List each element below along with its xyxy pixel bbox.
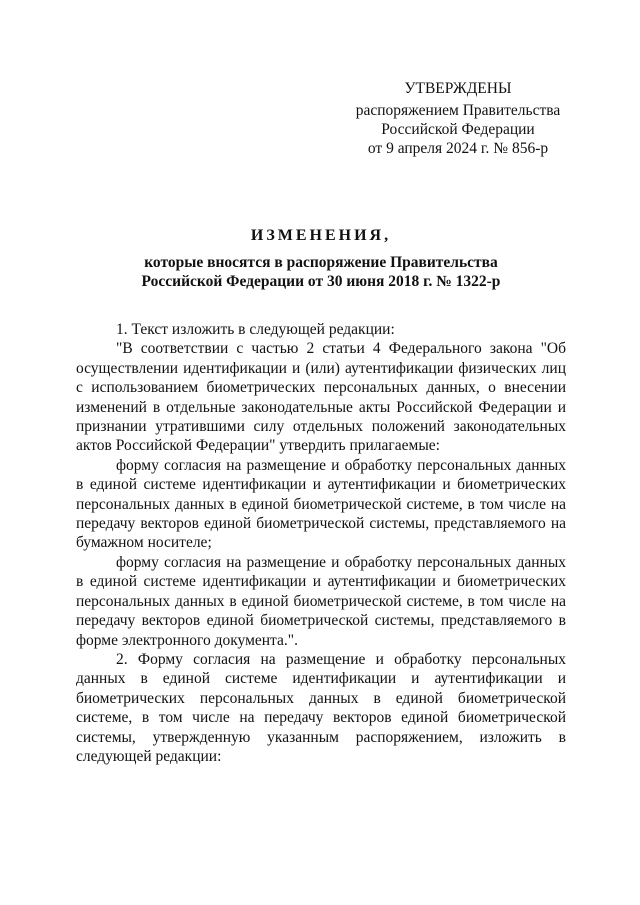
- approval-line-3: от 9 апреля 2024 г. № 856-р: [367, 140, 549, 157]
- title-line-2: Российской Федерации от 30 июня 2018 г. № 1322-р: [141, 273, 501, 290]
- title-main: ИЗМЕНЕНИЯ,: [250, 227, 392, 244]
- paragraph-2: "В соответствии с частью 2 статьи 4 Федерального закона "Об осуществлении идентификации и (или) аутентификации физических лиц с использованием биометрических персональных данных, о внесении изменений в отдельные законодательные акты Российской Федерации и признании утратившими силу отдельных положений законодательных актов Российской Федерации" утвердить прилагаемые:: [76, 340, 566, 455]
- approval-line-1: распоряжением Правительства: [355, 102, 561, 119]
- approval-heading: УТВЕРЖДЕНЫ: [404, 80, 512, 97]
- approval-line-2: Российской Федерации: [381, 121, 535, 138]
- paragraph-4: форму согласия на размещение и обработку персональных данных в единой системе идентификации и аутентификации и биометрических персональных данных в единой биометрической системе, в том числе на передачу векторов единой биометрической системы, представляемого в форме электронного документа.".: [76, 553, 566, 649]
- title-line-1: которые вносятся в распоряжение Правительства: [144, 254, 498, 271]
- approval-block: [340, 79, 576, 158]
- paragraph-5: 2. Форму согласия на размещение и обработку персональных данных в единой системе идентификации и аутентификации и биометрических персональных данных в единой биометрической системе, в том числе на передачу векторов единой биометрической системы, утвержденную указанным распоряжением, изложить в следующей редакции:: [76, 650, 566, 765]
- paragraph-1: 1. Текст изложить в следующей редакции:: [116, 321, 395, 338]
- paragraph-3: форму согласия на размещение и обработку персональных данных в единой системе идентификации и аутентификации и биометрических персональных данных в единой биометрической системе, в том числе на передачу векторов единой биометрической системы, представляемого на бумажном носителе;: [76, 456, 566, 552]
- document-title: [76, 226, 566, 291]
- document-body: [76, 320, 566, 766]
